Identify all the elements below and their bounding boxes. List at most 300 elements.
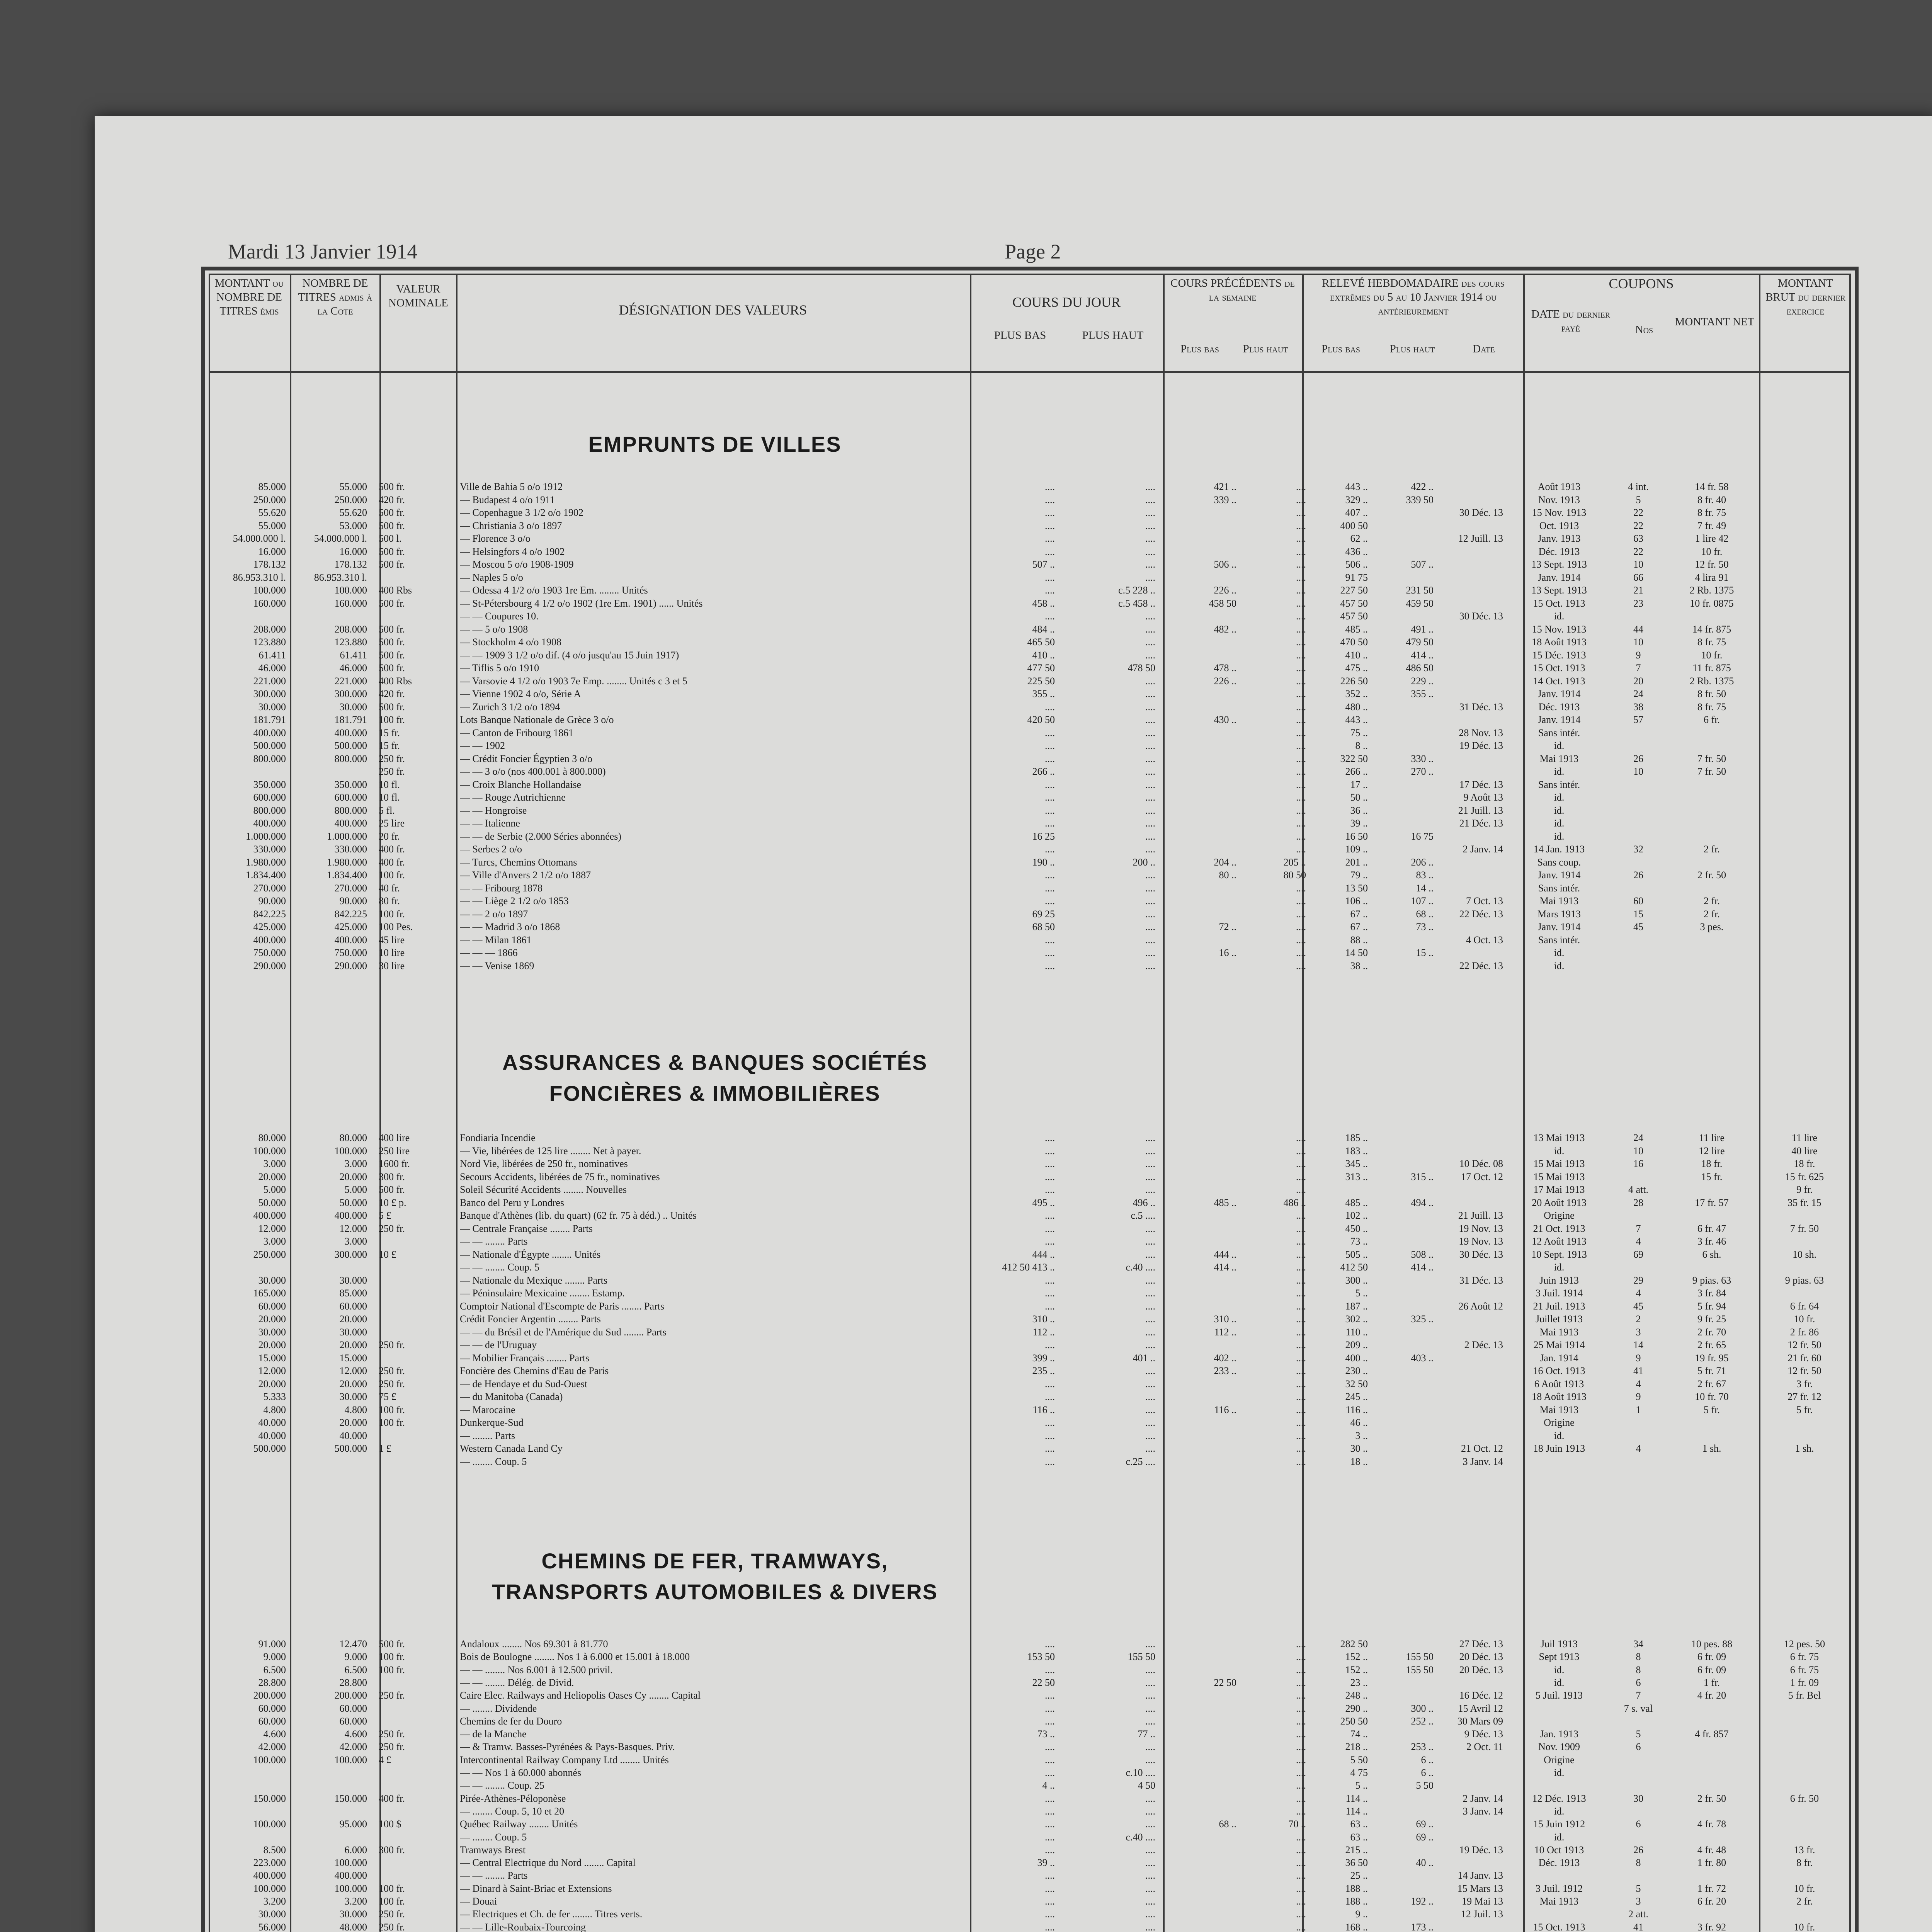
designation-cell: — — ........ Délég. de Divid. (460, 1677, 574, 1688)
prec-bas-cell: 402 .. (1214, 1352, 1236, 1364)
montant-cell: 165.000 (253, 1287, 286, 1299)
releve-bas-cell: 450 .. (1345, 1223, 1368, 1234)
cours-haut-cell: .... (1145, 1378, 1155, 1389)
cours-bas-cell: .... (1045, 1443, 1055, 1454)
coupon-number-cell: 4 int. (1628, 481, 1649, 492)
montant-cell: 60.000 (258, 1300, 286, 1312)
cours-bas-cell: 399 .. (1032, 1352, 1055, 1364)
valeur-cell: 500 fr. (379, 507, 405, 518)
designation-cell: Soleil Sécurité Accidents ........ Nouvelles (460, 1184, 627, 1195)
brut-cell: 10 fr. (1794, 1883, 1815, 1894)
prec-bas-cell: 204 .. (1214, 856, 1236, 868)
montant-cell: 30.000 (258, 1908, 286, 1920)
nombre-cell: 30.000 (339, 1326, 367, 1338)
montant-cell: 500.000 (253, 740, 286, 751)
cours-haut-cell: .... (1145, 688, 1155, 699)
prec-haut-cell: 486 .. (1283, 1197, 1306, 1208)
cours-haut-cell: .... (1145, 792, 1155, 803)
releve-bas-cell: 183 .. (1345, 1145, 1368, 1156)
coupon-net-cell: 10 pes. 88 (1691, 1638, 1733, 1650)
releve-bas-cell: 485 .. (1345, 1197, 1368, 1208)
prec-haut-cell: .... (1296, 1831, 1306, 1843)
releve-haut-cell: 422 .. (1411, 481, 1434, 492)
valeur-cell: 500 fr. (379, 701, 405, 713)
coupon-date-cell: 3 Juil. 1914 (1535, 1287, 1583, 1299)
cours-haut-cell: .... (1145, 804, 1155, 816)
table-row (209, 701, 1851, 713)
nombre-cell: 800.000 (334, 753, 367, 764)
releve-bas-cell: 209 .. (1345, 1339, 1368, 1350)
brut-cell: 2 fr. (1796, 1896, 1813, 1907)
valeur-cell: 300 fr. (379, 1171, 405, 1182)
valeur-cell: 400 Rbs (379, 675, 412, 687)
montant-cell: 56.000 (258, 1921, 286, 1932)
coupon-date-cell: 13 Sept. 1913 (1531, 585, 1587, 596)
cours-haut-cell: .... (1145, 571, 1155, 583)
releve-date-cell: 21 Juill. 13 (1458, 1210, 1503, 1221)
montant-cell: 90.000 (258, 895, 286, 906)
releve-date-cell: 7 Oct. 13 (1466, 895, 1503, 906)
prec-haut-cell: .... (1296, 830, 1306, 842)
coupon-date-cell: 10 Sept. 1913 (1531, 1248, 1587, 1260)
releve-haut-cell: 6 .. (1421, 1754, 1434, 1765)
nombre-cell: 250.000 (334, 494, 367, 505)
coupon-date-cell: id. (1554, 792, 1565, 803)
designation-cell: — Douai (460, 1896, 497, 1907)
cours-haut-cell: .... (1145, 1248, 1155, 1260)
designation-cell: — — Italienne (460, 818, 520, 829)
prec-haut-cell: .... (1296, 675, 1306, 687)
designation-cell: — ........ Coup. 5, 10 et 20 (460, 1805, 565, 1817)
releve-bas-cell: 313 .. (1345, 1171, 1368, 1182)
coupon-date-cell: Jan. 1913 (1540, 1728, 1578, 1740)
table-row (209, 1664, 1851, 1676)
designation-cell: — — Lille-Roubaix-Tourcoing (460, 1921, 586, 1932)
releve-bas-cell: 109 .. (1345, 844, 1368, 855)
brut-cell: 12 fr. 50 (1787, 1339, 1821, 1350)
coupon-date-cell: Origine (1544, 1754, 1575, 1765)
releve-haut-cell: 414 .. (1411, 649, 1434, 661)
cours-bas-cell: .... (1045, 1818, 1055, 1830)
prec-bas-cell: 485 .. (1214, 1197, 1236, 1208)
valeur-cell: 1 £ (379, 1443, 391, 1454)
releve-haut-cell: 300 .. (1411, 1702, 1434, 1714)
coupon-date-cell: Janv. 1913 (1537, 533, 1581, 544)
table-row (209, 1703, 1851, 1714)
designation-cell: Andaloux ........ Nos 69.301 à 81.770 (460, 1638, 608, 1650)
cours-bas-cell: .... (1045, 1184, 1055, 1195)
valeur-cell: 80 fr. (379, 895, 400, 906)
designation-cell: — Florence 3 o/o (460, 533, 531, 544)
releve-bas-cell: 32 50 (1345, 1378, 1368, 1389)
valeur-cell: 75 £ (379, 1391, 396, 1402)
prec-haut-cell: .... (1296, 520, 1306, 531)
table-row (209, 1171, 1851, 1183)
nombre-cell: 3.200 (344, 1896, 367, 1907)
prec-haut-cell: .... (1296, 960, 1306, 971)
cours-haut-cell: .... (1145, 1818, 1155, 1830)
cours-bas-cell: 116 .. (1032, 1404, 1055, 1415)
montant-cell: 40.000 (258, 1417, 286, 1428)
table-row (209, 883, 1851, 894)
releve-bas-cell: 116 .. (1345, 1404, 1368, 1415)
releve-bas-cell: 4 75 (1350, 1767, 1368, 1778)
cours-bas-cell: .... (1045, 1287, 1055, 1299)
coupon-date-cell: 17 Mai 1913 (1533, 1184, 1585, 1195)
coupon-date-cell: 14 Oct. 1913 (1533, 675, 1585, 687)
coupon-net-cell: 6 sh. (1702, 1248, 1721, 1260)
prec-haut-cell: .... (1296, 688, 1306, 699)
coupon-net-cell: 2 fr. (1704, 895, 1720, 906)
coupon-net-cell: 17 fr. 57 (1695, 1197, 1729, 1208)
montant-cell: 30.000 (258, 1274, 286, 1286)
header-rule (209, 371, 1851, 373)
brut-cell: 5 fr. (1796, 1404, 1813, 1415)
releve-bas-cell: 400 .. (1345, 1352, 1368, 1364)
cours-bas-cell: .... (1045, 1638, 1055, 1650)
prec-haut-cell: .... (1296, 1404, 1306, 1415)
prec-haut-cell: .... (1296, 895, 1306, 906)
coupon-date-cell: 15 Nov. 1913 (1532, 507, 1587, 518)
cours-haut-cell: .... (1145, 1391, 1155, 1402)
releve-bas-cell: 443 .. (1345, 714, 1368, 725)
prec-haut-cell: .... (1296, 1896, 1306, 1907)
valeur-cell: 10 £ (379, 1248, 396, 1260)
prec-haut-cell: .... (1296, 1326, 1306, 1338)
releve-date-cell: 20 Déc. 13 (1459, 1651, 1503, 1663)
prec-haut-cell: .... (1296, 571, 1306, 583)
coupon-net-cell: 7 fr. 50 (1697, 753, 1726, 764)
nombre-cell: 150.000 (334, 1793, 367, 1804)
coupon-net-cell: 18 fr. (1701, 1158, 1723, 1169)
cours-haut-cell: .... (1145, 753, 1155, 764)
montant-cell: 400.000 (253, 727, 286, 738)
prec-haut-cell: .... (1296, 1274, 1306, 1286)
nombre-cell: 400.000 (334, 1210, 367, 1221)
table-row (209, 533, 1851, 544)
table-row (209, 1262, 1851, 1273)
designation-cell: — de la Manche (460, 1728, 527, 1740)
releve-date-cell: 30 Déc. 13 (1459, 1248, 1503, 1260)
montant-cell: 500.000 (253, 1443, 286, 1454)
coupon-net-cell: 3 fr. 46 (1697, 1236, 1726, 1247)
prec-bas-cell: 80 .. (1219, 869, 1236, 881)
coupon-net-cell: 1 lire 42 (1695, 533, 1729, 544)
cours-bas-cell: .... (1045, 818, 1055, 829)
coupon-net-cell: 1 fr. (1704, 1677, 1720, 1688)
nombre-cell: 400.000 (334, 818, 367, 829)
releve-haut-cell: 155 50 (1406, 1651, 1434, 1663)
brut-cell: 2 fr. 86 (1790, 1326, 1819, 1338)
montant-cell: 100.000 (253, 585, 286, 596)
montant-cell: 8.500 (263, 1844, 286, 1855)
prec-haut-cell: .... (1296, 701, 1306, 713)
header-coupons: COUPONS (1609, 276, 1674, 291)
nombre-cell: 80.000 (339, 1132, 367, 1143)
prec-haut-cell: .... (1296, 1262, 1306, 1273)
table-row (209, 1728, 1851, 1740)
nombre-cell: 60.000 (339, 1300, 367, 1312)
prec-haut-cell: 205 .. (1283, 856, 1306, 868)
releve-date-cell: 10 Déc. 08 (1459, 1158, 1503, 1169)
cours-bas-cell: .... (1045, 1870, 1055, 1881)
brut-cell: 18 fr. (1794, 1158, 1815, 1169)
cours-haut-cell: .... (1145, 934, 1155, 946)
coupon-date-cell: id. (1554, 1767, 1565, 1778)
prec-haut-cell: .... (1296, 494, 1306, 505)
releve-haut-cell: 155 50 (1406, 1664, 1434, 1675)
nombre-cell: 842.225 (334, 908, 367, 920)
releve-bas-cell: 187 .. (1345, 1300, 1368, 1312)
releve-haut-cell: 173 .. (1411, 1921, 1434, 1932)
coupon-number-cell: 22 (1633, 507, 1643, 518)
releve-haut-cell: 73 .. (1416, 921, 1434, 932)
releve-date-cell: 21 Juill. 13 (1458, 804, 1503, 816)
designation-cell: — Nationale du Mexique ........ Parts (460, 1274, 607, 1286)
designation-cell: — Ville d'Anvers 2 1/2 o/o 1887 (460, 869, 591, 881)
nombre-cell: 20.000 (339, 1313, 367, 1325)
brut-cell: 6 fr. 75 (1790, 1664, 1819, 1675)
releve-bas-cell: 75 .. (1350, 727, 1368, 738)
coupon-net-cell: 6 fr. 47 (1697, 1223, 1726, 1234)
prec-haut-cell: .... (1296, 1184, 1306, 1195)
designation-cell: — — Liège 2 1/2 o/o 1853 (460, 895, 569, 906)
montant-cell: 300.000 (253, 688, 286, 699)
valeur-cell: 420 fr. (379, 494, 405, 505)
cours-bas-cell: 22 50 (1032, 1677, 1055, 1688)
prec-haut-cell: .... (1296, 1456, 1306, 1467)
coupon-number-cell: 9 (1636, 649, 1641, 661)
nombre-cell: 100.000 (334, 1145, 367, 1156)
coupon-date-cell: Mars 1913 (1537, 908, 1581, 920)
cours-haut-cell: .... (1145, 1857, 1155, 1869)
nombre-cell: 9.000 (344, 1651, 367, 1663)
coupon-number-cell: 8 (1636, 1857, 1641, 1869)
coupon-date-cell: 12 Déc. 1913 (1532, 1793, 1586, 1804)
cours-haut-cell: .... (1145, 1184, 1155, 1195)
table-row (209, 1339, 1851, 1351)
valeur-cell: 100 fr. (379, 908, 405, 920)
coupon-net-cell: 9 pias. 63 (1692, 1274, 1731, 1286)
cours-haut-cell: .... (1145, 1754, 1155, 1765)
coupon-number-cell: 22 (1633, 546, 1643, 557)
prec-bas-cell: 339 .. (1214, 494, 1236, 505)
table-row (209, 675, 1851, 687)
designation-cell: — — ........ Parts (460, 1236, 528, 1247)
coupon-date-cell: Origine (1544, 1210, 1575, 1221)
coupon-date-cell: Sans intér. (1538, 882, 1580, 894)
releve-haut-cell: 16 75 (1411, 830, 1434, 842)
cours-bas-cell: .... (1045, 1664, 1055, 1675)
table-row (209, 1391, 1851, 1403)
cours-haut-cell: .... (1145, 727, 1155, 738)
header-date: Mardi 13 Janvier 1914 (228, 240, 418, 263)
cours-haut-cell: 478 50 (1128, 662, 1155, 673)
valeur-cell: 100 fr. (379, 714, 405, 725)
brut-cell: 1 sh. (1795, 1443, 1814, 1454)
coupon-date-cell: 12 Août 1913 (1532, 1236, 1587, 1247)
designation-cell: Comptoir National d'Escompte de Paris ........ Parts (460, 1300, 664, 1312)
montant-cell: 160.000 (253, 597, 286, 609)
prec-haut-cell: .... (1296, 636, 1306, 648)
coupon-number-cell: 26 (1633, 869, 1643, 881)
prec-haut-cell: .... (1296, 1780, 1306, 1791)
cours-haut-cell: .... (1145, 830, 1155, 842)
coupon-date-cell: Janv. 1914 (1537, 869, 1581, 881)
montant-cell: 1.980.000 (246, 856, 286, 868)
cours-bas-cell: .... (1045, 895, 1055, 906)
prec-haut-cell: .... (1296, 1767, 1306, 1778)
coupon-date-cell: id. (1554, 1831, 1565, 1843)
section-title: CHEMINS DE FER, TRAMWAYS, TRANSPORTS AUTOMOBILES & DIVERS (492, 1549, 938, 1604)
releve-bas-cell: 266 .. (1345, 766, 1368, 777)
cours-bas-cell: .... (1045, 792, 1055, 803)
valeur-cell: 250 fr. (379, 1378, 405, 1389)
valeur-cell: 500 fr. (379, 636, 405, 648)
montant-cell: 42.000 (258, 1741, 286, 1753)
valeur-cell: 100 fr. (379, 1664, 405, 1675)
table-row (209, 520, 1851, 532)
coupon-number-cell: 5 (1636, 1728, 1641, 1740)
table-row (209, 1922, 1851, 1932)
designation-cell: Chemins de fer du Douro (460, 1715, 562, 1727)
nombre-cell: 221.000 (334, 675, 367, 687)
valeur-cell: 20 fr. (379, 830, 400, 842)
montant-cell: 350.000 (253, 779, 286, 790)
nombre-cell: 42.000 (339, 1741, 367, 1753)
cours-bas-cell: 420 50 (1027, 714, 1055, 725)
nombre-cell: 1.834.400 (327, 869, 367, 881)
montant-cell: 200.000 (253, 1690, 286, 1701)
cours-haut-cell: .... (1145, 869, 1155, 881)
releve-bas-cell: 67 .. (1350, 921, 1368, 932)
montant-cell: 400.000 (253, 1870, 286, 1881)
designation-cell: — — 2 o/o 1897 (460, 908, 528, 920)
coupon-net-cell: 11 fr. 875 (1692, 662, 1731, 673)
releve-haut-cell: 355 .. (1411, 688, 1434, 699)
nombre-cell: 12.470 (339, 1638, 367, 1650)
cours-haut-cell: .... (1145, 1158, 1155, 1169)
cours-bas-cell: .... (1045, 779, 1055, 790)
brut-cell: 27 fr. 12 (1787, 1391, 1821, 1402)
table-row (209, 1443, 1851, 1454)
cours-bas-cell: .... (1045, 611, 1055, 622)
coupon-number-cell: 4 att. (1628, 1184, 1648, 1195)
prec-haut-cell: .... (1296, 1417, 1306, 1428)
releve-bas-cell: 188 .. (1345, 1896, 1368, 1907)
designation-cell: — Moscou 5 o/o 1908-1909 (460, 559, 574, 570)
montant-cell: 1.000.000 (246, 830, 286, 842)
prec-haut-cell: .... (1296, 1638, 1306, 1650)
designation-cell: — — ........ Nos 6.001 à 12.500 privil. (460, 1664, 613, 1675)
prec-haut-cell: .... (1296, 1365, 1306, 1376)
cours-haut-cell: .... (1145, 1365, 1155, 1376)
coupon-date-cell: Déc. 1913 (1538, 1857, 1580, 1869)
nombre-cell: 290.000 (334, 960, 367, 971)
cours-bas-cell: .... (1045, 1300, 1055, 1312)
coupon-number-cell: 30 (1633, 1793, 1643, 1804)
nombre-cell: 350.000 (334, 779, 367, 790)
releve-bas-cell: 226 50 (1340, 675, 1368, 687)
brut-cell: 13 fr. (1794, 1844, 1815, 1855)
coupon-net-cell: 2 fr. 67 (1697, 1378, 1726, 1389)
cours-haut-cell: 4 50 (1138, 1780, 1155, 1791)
nombre-cell: 50.000 (339, 1197, 367, 1208)
prec-haut-cell: .... (1296, 611, 1306, 622)
designation-cell: — — 1902 (460, 740, 505, 751)
designation-cell: — Varsovie 4 1/2 o/o 1903 7e Emp. ........ Unités c 3 et 5 (460, 675, 687, 687)
coupon-date-cell: 18 Juin 1913 (1533, 1443, 1585, 1454)
cours-bas-cell: 39 .. (1037, 1857, 1055, 1869)
brut-cell: 1 fr. 09 (1790, 1677, 1819, 1688)
designation-cell: — ........ Dividende (460, 1702, 537, 1714)
coupon-net-cell: 8 fr. 40 (1697, 494, 1726, 505)
table-row (209, 740, 1851, 752)
coupon-net-cell: 8 fr. 75 (1697, 701, 1726, 713)
brut-cell: 6 fr. 64 (1790, 1300, 1819, 1312)
montant-cell: 20.000 (258, 1171, 286, 1182)
table-row (209, 611, 1851, 622)
montant-cell: 60.000 (258, 1715, 286, 1727)
nombre-cell: 300.000 (334, 688, 367, 699)
cours-bas-cell: 410 .. (1032, 649, 1055, 661)
releve-haut-cell: 107 .. (1411, 895, 1434, 906)
table-row (209, 1908, 1851, 1920)
coupon-date-cell: 21 Oct. 1913 (1533, 1223, 1585, 1234)
cours-haut-cell: .... (1145, 779, 1155, 790)
releve-date-cell: 19 Mai 13 (1462, 1896, 1503, 1907)
prec-haut-cell: .... (1296, 740, 1306, 751)
coupon-number-cell: 6 (1636, 1677, 1641, 1688)
coupon-number-cell: 1 (1636, 1404, 1641, 1415)
cours-bas-cell: .... (1045, 1456, 1055, 1467)
prec-bas-cell: 16 .. (1219, 947, 1236, 958)
designation-cell: — du Manitoba (Canada) (460, 1391, 563, 1402)
table-row (209, 1818, 1851, 1830)
cours-haut-cell: .... (1145, 1430, 1155, 1441)
designation-cell: — Centrale Française ........ Parts (460, 1223, 593, 1234)
coupon-date-cell: id. (1554, 1664, 1565, 1675)
releve-bas-cell: 114 .. (1345, 1805, 1368, 1817)
montant-cell: 9.000 (263, 1651, 286, 1663)
coupon-net-cell: 4 fr. 857 (1695, 1728, 1729, 1740)
releve-date-cell: 9 Août 13 (1463, 792, 1503, 803)
table-row (209, 650, 1851, 661)
table-row (209, 1365, 1851, 1377)
cours-bas-cell: .... (1045, 1805, 1055, 1817)
cours-bas-cell: 484 .. (1032, 623, 1055, 635)
nombre-cell: 95.000 (339, 1818, 367, 1830)
nombre-cell: 55.620 (339, 507, 367, 518)
releve-date-cell: 28 Nov. 13 (1459, 727, 1503, 738)
releve-bas-cell: 91 75 (1345, 571, 1368, 583)
cours-haut-cell: 77 .. (1138, 1728, 1155, 1740)
table-row (209, 831, 1851, 842)
releve-haut-cell: 40 .. (1416, 1857, 1434, 1869)
releve-date-cell: 15 Avril 12 (1458, 1702, 1503, 1714)
releve-haut-cell: 5 50 (1416, 1780, 1434, 1791)
prec-haut-cell: .... (1296, 1210, 1306, 1221)
nombre-cell: 6.500 (344, 1664, 367, 1675)
montant-cell: 221.000 (253, 675, 286, 687)
nombre-cell: 5.000 (344, 1184, 367, 1195)
brut-cell: 9 pias. 63 (1785, 1274, 1824, 1286)
table-row (209, 818, 1851, 829)
releve-date-cell: 16 Déc. 12 (1459, 1690, 1503, 1701)
designation-cell: — — Rouge Autrichienne (460, 792, 566, 803)
cours-haut-cell: .... (1145, 947, 1155, 958)
nombre-cell: 46.000 (339, 662, 367, 673)
